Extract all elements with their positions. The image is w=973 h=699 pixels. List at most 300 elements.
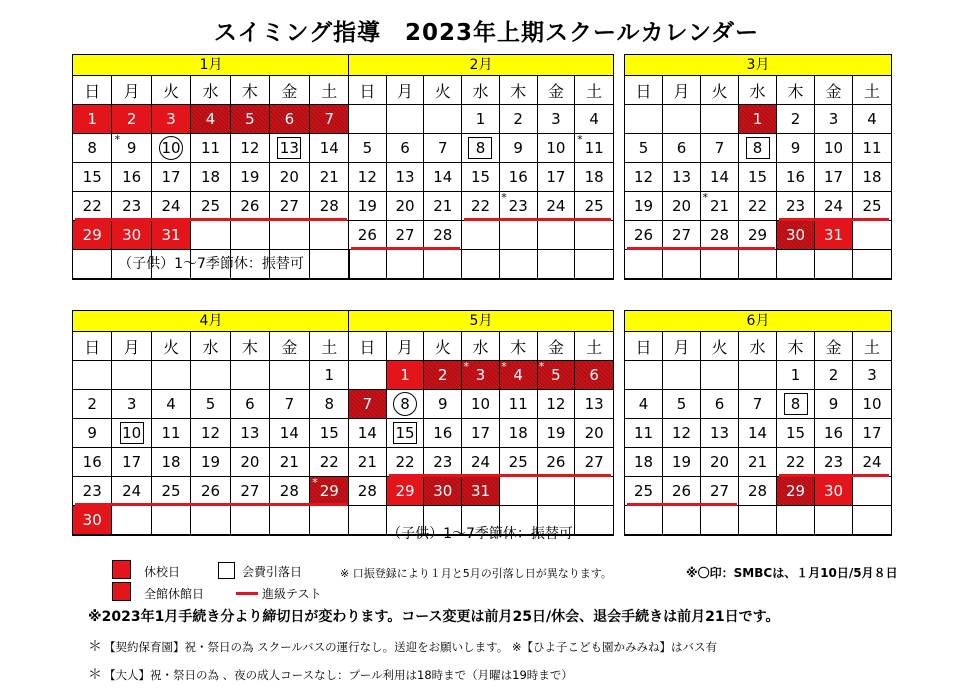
- day-cell: [73, 163, 112, 192]
- day-cell: [73, 419, 112, 448]
- day-number: 9 *: [114, 133, 137, 157]
- day-number: 4: [166, 395, 176, 413]
- empty-cell: [701, 361, 739, 390]
- empty-cell: [112, 506, 151, 535]
- empty-cell: [310, 221, 349, 250]
- day-cell: [424, 390, 462, 419]
- day-cell: [625, 477, 663, 506]
- day-number: 18: [200, 168, 221, 186]
- day-number: 24: [161, 197, 181, 215]
- day-number: 17: [122, 453, 142, 471]
- day-cell: [575, 192, 613, 221]
- day-number: 16: [823, 424, 844, 442]
- day-cell: [191, 134, 230, 163]
- empty-cell: [739, 250, 777, 279]
- day-number: 27: [671, 226, 692, 244]
- test-line: [627, 503, 737, 506]
- day-cell: [152, 390, 191, 419]
- day-cell: [231, 105, 270, 134]
- day-number: 16: [785, 168, 806, 186]
- day-number: 13: [277, 137, 301, 159]
- day-cell: [270, 477, 309, 506]
- day-cell: [663, 419, 701, 448]
- day-cell: [191, 448, 230, 477]
- empty-cell: [625, 250, 663, 279]
- day-cell: [701, 448, 739, 477]
- day-number: 11 *: [577, 133, 604, 157]
- day-number: 5 *: [538, 360, 561, 384]
- day-cell: [349, 134, 387, 163]
- day-number: 16: [82, 453, 102, 471]
- empty-cell: [349, 105, 387, 134]
- month-4: [72, 310, 350, 536]
- day-number: 29: [395, 482, 415, 500]
- day-cell: [663, 448, 701, 477]
- empty-cell: [739, 506, 777, 535]
- day-cell: [387, 134, 425, 163]
- day-number: 6: [245, 395, 255, 413]
- empty-cell: [663, 506, 701, 535]
- day-cell: [815, 192, 853, 221]
- empty-cell: [739, 361, 777, 390]
- day-number: 14: [747, 424, 768, 442]
- day-cell: [815, 221, 853, 250]
- day-number: 18: [584, 168, 604, 186]
- day-cell: [349, 419, 387, 448]
- weekday-header: 木: [777, 76, 815, 105]
- day-number: 30: [785, 226, 806, 244]
- day-number: 10: [546, 139, 566, 157]
- day-number: 10: [120, 422, 144, 444]
- day-cell: [424, 221, 462, 250]
- day-number: 12: [546, 395, 566, 413]
- empty-cell: [349, 361, 387, 390]
- day-number: 8: [87, 139, 97, 157]
- day-number: 28: [357, 482, 377, 500]
- day-cell: [270, 419, 309, 448]
- day-number: 1: [790, 366, 801, 384]
- day-number: 4: [638, 395, 649, 413]
- test-line: [389, 474, 611, 477]
- day-number: 1: [400, 366, 410, 384]
- day-cell: [424, 477, 462, 506]
- day-cell: [270, 390, 309, 419]
- day-cell: [270, 448, 309, 477]
- day-cell: [701, 477, 739, 506]
- day-number: 9: [87, 424, 97, 442]
- empty-cell: [73, 361, 112, 390]
- day-cell: [538, 448, 576, 477]
- day-cell: [739, 448, 777, 477]
- empty-cell: [462, 221, 500, 250]
- day-number: 28: [279, 482, 299, 500]
- day-number: 3 *: [463, 360, 486, 384]
- day-cell: [349, 477, 387, 506]
- weekday-header: 日: [349, 76, 387, 105]
- day-cell: [777, 419, 815, 448]
- day-cell: [310, 105, 349, 134]
- empty-cell: [500, 477, 538, 506]
- day-number: 22: [785, 453, 806, 471]
- empty-cell: [500, 250, 538, 279]
- empty-cell: [310, 506, 349, 535]
- day-cell: [575, 419, 613, 448]
- day-number: 7: [438, 139, 448, 157]
- day-number: 23: [433, 453, 453, 471]
- weekday-header: 月: [112, 76, 151, 105]
- day-number: 4: [589, 110, 599, 128]
- day-cell: [815, 105, 853, 134]
- closed-all-swatch: [112, 582, 131, 601]
- day-cell: [739, 105, 777, 134]
- weekday-header: 月: [663, 76, 701, 105]
- day-number: 14: [279, 424, 299, 442]
- weekday-header: 土: [575, 332, 613, 361]
- day-number: 5: [245, 110, 255, 128]
- weekday-header: 土: [853, 332, 891, 361]
- day-cell: [462, 448, 500, 477]
- day-cell: [112, 221, 151, 250]
- day-cell: [701, 390, 739, 419]
- day-number: 6: [400, 139, 410, 157]
- day-number: 14: [357, 424, 377, 442]
- day-number: 28: [709, 226, 730, 244]
- day-cell: [575, 163, 613, 192]
- day-cell: [701, 221, 739, 250]
- day-cell: [538, 163, 576, 192]
- day-number: 17: [862, 424, 882, 442]
- day-number: 3: [551, 110, 561, 128]
- day-number: 14: [319, 139, 339, 157]
- day-cell: [231, 448, 270, 477]
- day-cell: [310, 163, 349, 192]
- weekday-header: 日: [73, 76, 112, 105]
- day-cell: [853, 448, 891, 477]
- day-number: 21: [357, 453, 377, 471]
- month-1: [72, 54, 350, 280]
- day-number: 19: [357, 197, 377, 215]
- weekday-header: 水: [462, 332, 500, 361]
- day-cell: [462, 361, 500, 390]
- weekday-header: 土: [853, 76, 891, 105]
- day-number: 20: [279, 168, 299, 186]
- day-number: 6: [589, 366, 599, 384]
- empty-cell: [538, 221, 576, 250]
- empty-cell: [777, 506, 815, 535]
- day-number: 3: [867, 366, 877, 384]
- empty-cell: [625, 105, 663, 134]
- day-number: 3: [166, 110, 176, 128]
- day-cell: [152, 477, 191, 506]
- day-number: 16: [122, 168, 142, 186]
- day-cell: [777, 163, 815, 192]
- day-cell: [815, 390, 853, 419]
- day-number: 3: [126, 395, 137, 413]
- day-number: 8: [784, 393, 808, 415]
- weekday-header: 日: [625, 76, 663, 105]
- day-number: 1: [752, 110, 763, 128]
- empty-cell: [500, 221, 538, 250]
- day-cell: [853, 390, 891, 419]
- day-number: 13: [671, 168, 692, 186]
- day-cell: [73, 448, 112, 477]
- day-number: 29: [747, 226, 768, 244]
- day-cell: [538, 192, 576, 221]
- day-cell: [625, 390, 663, 419]
- day-number: 11: [862, 139, 882, 157]
- day-cell: [462, 419, 500, 448]
- test-line: [75, 218, 347, 221]
- empty-cell: [853, 250, 891, 279]
- day-number: 9: [828, 395, 839, 413]
- day-number: 2: [438, 366, 448, 384]
- empty-cell: [231, 361, 270, 390]
- empty-cell: [575, 250, 613, 279]
- day-number: 3: [828, 110, 839, 128]
- day-cell: [231, 163, 270, 192]
- day-number: 24: [823, 197, 844, 215]
- day-cell: [73, 192, 112, 221]
- day-cell: [777, 105, 815, 134]
- test-line: [779, 474, 889, 477]
- day-cell: [270, 163, 309, 192]
- day-number: 31: [470, 482, 491, 500]
- day-number: 11: [161, 424, 181, 442]
- month-6: [624, 310, 892, 536]
- day-cell: [349, 192, 387, 221]
- day-cell: [112, 192, 151, 221]
- weekday-header: 日: [73, 332, 112, 361]
- day-number: 30: [823, 482, 844, 500]
- day-cell: [777, 192, 815, 221]
- weekday-header: 月: [387, 332, 425, 361]
- adult-note: 【大人】祝・祭日の為 、夜の成人コースなし：プール利用は18時まで（月曜は19時まで）: [104, 668, 573, 682]
- day-number: 8: [468, 137, 492, 159]
- test-line: [75, 503, 347, 506]
- day-number: 24: [546, 197, 566, 215]
- day-cell: [310, 192, 349, 221]
- day-number: 25: [508, 453, 528, 471]
- star-mark: *: [702, 191, 708, 204]
- day-cell: [739, 134, 777, 163]
- day-cell: [538, 361, 576, 390]
- day-cell: [231, 390, 270, 419]
- day-cell: [387, 221, 425, 250]
- day-cell: [191, 477, 230, 506]
- day-number: 7: [362, 395, 373, 413]
- day-cell: [310, 390, 349, 419]
- day-number: 20: [240, 453, 260, 471]
- day-number: 22: [395, 453, 415, 471]
- day-number: 8: [324, 395, 335, 413]
- weekday-header: 土: [575, 76, 613, 105]
- empty-cell: [853, 506, 891, 535]
- day-cell: [777, 448, 815, 477]
- empty-cell: [462, 250, 500, 279]
- day-cell: [575, 390, 613, 419]
- empty-cell: [625, 361, 663, 390]
- day-number: 23 *: [501, 191, 528, 215]
- day-cell: [815, 419, 853, 448]
- month-header: 1月: [73, 55, 349, 76]
- weekday-header: 火: [152, 76, 191, 105]
- day-number: 14: [709, 168, 730, 186]
- day-cell: [310, 134, 349, 163]
- day-number: 1: [87, 110, 97, 128]
- day-cell: [112, 163, 151, 192]
- day-cell: [575, 448, 613, 477]
- month-2: [348, 54, 614, 280]
- day-number: 2: [828, 366, 839, 384]
- day-number: 17: [823, 168, 844, 186]
- weekday-header: 月: [387, 76, 425, 105]
- day-cell: [191, 163, 230, 192]
- day-cell: [625, 192, 663, 221]
- empty-cell: [777, 250, 815, 279]
- adult-mark: ＊: [88, 667, 102, 683]
- day-cell: [462, 134, 500, 163]
- day-cell: [663, 477, 701, 506]
- may-note: （子供）1～7季節休：振替可: [387, 526, 573, 542]
- empty-cell: [231, 506, 270, 535]
- day-cell: [152, 163, 191, 192]
- day-cell: [112, 477, 151, 506]
- empty-cell: [575, 221, 613, 250]
- day-cell: [349, 448, 387, 477]
- day-number: 12: [200, 424, 221, 442]
- day-number: 16: [508, 168, 528, 186]
- day-cell: [152, 134, 191, 163]
- day-number: 25: [161, 482, 181, 500]
- day-number: 21: [319, 168, 339, 186]
- day-cell: [270, 134, 309, 163]
- contract-note: 【契約保育園】祝・祭日の為 スクールバスの運行なし。送迎をお願いします。 ※【ひよ子こども園かみみね】はバス有: [104, 640, 717, 654]
- day-cell: [853, 134, 891, 163]
- day-number: 4 *: [501, 360, 523, 384]
- empty-cell: [270, 361, 309, 390]
- empty-cell: [853, 477, 891, 506]
- day-cell: [387, 448, 425, 477]
- day-number: 17: [161, 168, 181, 186]
- day-number: 30: [82, 511, 102, 529]
- day-number: 23: [122, 197, 142, 215]
- bank-note: ※ 口振登録により１月と5月の引落し日が異なります。: [340, 567, 612, 580]
- day-cell: [310, 419, 349, 448]
- weekday-header: 金: [270, 332, 309, 361]
- day-number: 12: [671, 424, 692, 442]
- weekday-header: 火: [152, 332, 191, 361]
- test-line: [627, 247, 775, 250]
- day-cell: [625, 448, 663, 477]
- day-cell: [462, 163, 500, 192]
- day-cell: [73, 477, 112, 506]
- day-number: 22: [82, 197, 102, 215]
- day-number: 6: [714, 395, 725, 413]
- day-cell: [701, 419, 739, 448]
- day-number: 27: [279, 197, 299, 215]
- month-header: 2月: [349, 55, 613, 76]
- day-cell: [462, 390, 500, 419]
- empty-cell: [112, 361, 151, 390]
- weekday-header: 木: [231, 76, 270, 105]
- day-number: 1: [324, 366, 335, 384]
- day-cell: [500, 361, 538, 390]
- star-mark: *: [114, 133, 121, 146]
- day-number: 5: [676, 395, 687, 413]
- day-number: 2: [87, 395, 97, 413]
- weekday-header: 月: [663, 332, 701, 361]
- star-mark: *: [312, 476, 318, 489]
- day-cell: [191, 192, 230, 221]
- empty-cell: [625, 506, 663, 535]
- day-number: 27: [240, 482, 260, 500]
- day-number: 4: [205, 110, 216, 128]
- day-cell: [538, 134, 576, 163]
- day-number: 31: [823, 226, 844, 244]
- day-cell: [739, 221, 777, 250]
- day-number: 17: [546, 168, 566, 186]
- day-number: 22: [747, 197, 768, 215]
- day-number: 26: [240, 197, 260, 215]
- empty-cell: [349, 250, 387, 279]
- month-3: [624, 54, 892, 280]
- month-header: 3月: [625, 55, 891, 76]
- empty-cell: [538, 477, 576, 506]
- day-number: 18: [161, 453, 181, 471]
- day-cell: [387, 477, 425, 506]
- test-line: [351, 247, 460, 250]
- day-number: 2: [790, 110, 801, 128]
- day-number: 31: [161, 226, 181, 244]
- day-cell: [349, 163, 387, 192]
- legend-test: 進級テスト: [262, 587, 322, 601]
- day-number: 27: [584, 453, 604, 471]
- day-cell: [387, 192, 425, 221]
- day-cell: [777, 390, 815, 419]
- empty-cell: [387, 105, 425, 134]
- day-number: 7: [284, 395, 295, 413]
- weekday-header: 火: [424, 332, 462, 361]
- day-cell: [500, 192, 538, 221]
- empty-cell: [663, 361, 701, 390]
- weekday-header: 日: [625, 332, 663, 361]
- weekday-header: 水: [739, 332, 777, 361]
- day-number: 24: [470, 453, 491, 471]
- day-number: 12: [633, 168, 654, 186]
- empty-cell: [853, 221, 891, 250]
- day-cell: [112, 390, 151, 419]
- day-cell: [112, 419, 151, 448]
- day-cell: [663, 192, 701, 221]
- day-number: 21: [433, 197, 453, 215]
- weekday-header: 火: [424, 76, 462, 105]
- weekday-header: 火: [701, 76, 739, 105]
- empty-cell: [231, 221, 270, 250]
- day-cell: [424, 134, 462, 163]
- day-number: 19: [633, 197, 654, 215]
- smbc-note: ※〇印：SMBCは、１月10日/5月８日: [686, 566, 898, 580]
- day-number: 20: [671, 197, 692, 215]
- day-number: 26: [633, 226, 654, 244]
- empty-cell: [663, 105, 701, 134]
- day-cell: [538, 419, 576, 448]
- day-cell: [349, 390, 387, 419]
- day-number: 15: [747, 168, 768, 186]
- day-cell: [777, 134, 815, 163]
- jan-note: （子供）1～7季節休：振替可: [72, 250, 350, 279]
- day-cell: [152, 419, 191, 448]
- day-number: 24: [862, 453, 882, 471]
